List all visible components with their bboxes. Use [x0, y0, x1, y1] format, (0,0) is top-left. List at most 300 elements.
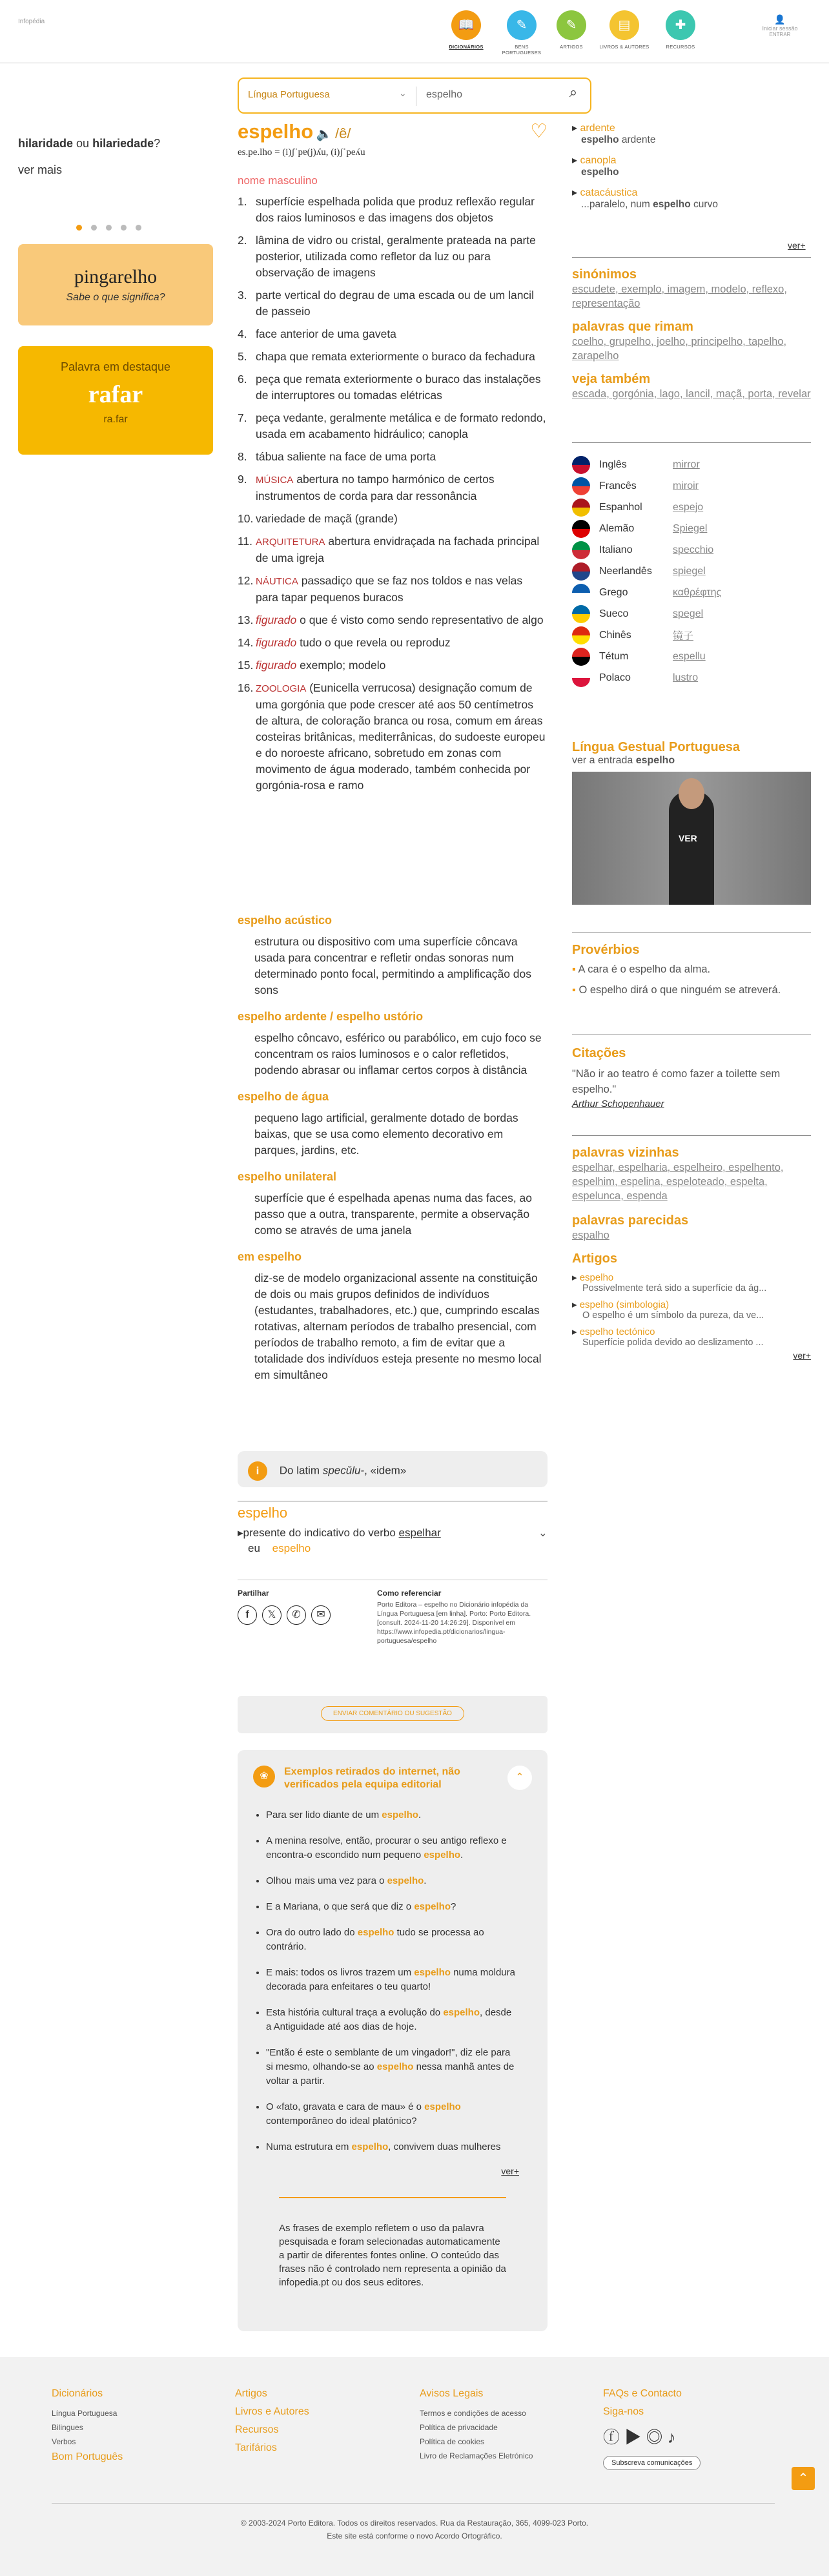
articles-heading: Artigos [572, 1252, 617, 1266]
cite-heading: Como referenciar [377, 1589, 442, 1598]
sense-number: 4. [238, 327, 247, 340]
example-text: . [424, 1875, 427, 1886]
entry-ipa: /ê/ [334, 125, 351, 141]
flag-icon [572, 477, 590, 495]
footer-link[interactable]: Política de privacidade [420, 2423, 498, 2432]
translation-link[interactable]: spegel [673, 608, 704, 619]
arrow-icon: ▸ [572, 1272, 580, 1283]
example-keyword: espelho [443, 2007, 480, 2018]
search-bar [238, 77, 591, 114]
example-keyword: espelho [382, 1809, 418, 1820]
see-also-text[interactable]: escada, gorgónia, lago, lancil, maçã, porta, revelar [572, 388, 811, 400]
conj-line: presente do indicativo do verbo [243, 1527, 396, 1539]
article-title[interactable]: espelho [579, 1272, 614, 1283]
locution-heading: espelho de água [238, 1090, 329, 1103]
sense-item [238, 349, 548, 365]
carousel-dot[interactable] [121, 225, 127, 231]
example-sentence [266, 1874, 519, 1888]
youtube-icon[interactable]: ▶ [624, 2427, 642, 2447]
sense-item [238, 326, 548, 342]
senses-list [238, 194, 548, 800]
sense-number: 6. [238, 373, 247, 386]
sense-domain-tag[interactable]: figurado [256, 636, 297, 649]
locution-heading: espelho ardente / espelho ustório [238, 1010, 424, 1023]
sense-item [238, 657, 548, 674]
syllabification: es.pe.lho [238, 147, 272, 158]
related-entry[interactable] [572, 154, 811, 178]
flag-icon [572, 584, 590, 602]
translation-link[interactable]: καθρέφτης [673, 586, 722, 598]
locution-text: estrutura ou dispositivo com uma superfície côncava usada para concentrar e refletir ondas sonoras num determinado ponto focal, permitindo a amplificação dos sons [254, 935, 531, 996]
sense-number: 5. [238, 350, 247, 363]
conj-pronoun: eu [248, 1542, 260, 1554]
translation-row [572, 582, 811, 603]
translation-link[interactable]: miroir [673, 480, 699, 491]
user-icon: 👤 [774, 14, 786, 25]
video-play-button[interactable]: VER [679, 833, 697, 843]
sense-number: 13. [238, 613, 254, 626]
sense-item [238, 410, 548, 442]
sense-text: variedade de maçã (grande) [256, 512, 398, 525]
divider [279, 2197, 506, 2198]
examples-title: Exemplos retirados do internet, não verificados pela equipa editorial [284, 1766, 460, 1790]
rhymes-text[interactable]: coelho, grupelho, joelho, principelho, tapelho, zarapelho [572, 336, 787, 362]
translation-link[interactable]: lustro [673, 672, 699, 683]
flag-icon [572, 562, 590, 581]
featured-label: Palavra em destaque [60, 360, 171, 373]
locution-text: espelho côncavo, esférico ou parabólico, em cujo foco se concentram os raios luminosos e o calor refletidos, podendo abrasar ou inflamar certos corpos à distância [254, 1031, 542, 1077]
related-see-more[interactable]: ver+ [788, 240, 806, 251]
divider [572, 257, 811, 258]
example-text: . [418, 1809, 422, 1820]
sense-text: tábua saliente na face de uma porta [256, 450, 436, 463]
word-card[interactable] [18, 244, 213, 325]
search-input[interactable]: espelho [426, 89, 463, 100]
sense-text: lâmina de vidro ou cristal, geralmente prateada na parte posterior, utilizada como refletor da luz ou para observação de imagens [256, 234, 536, 279]
etymology-box [238, 1451, 548, 1487]
footer-dictionaries[interactable]: Dicionários [52, 2388, 103, 2399]
facebook-icon[interactable]: f [238, 1605, 257, 1625]
related-entry[interactable] [572, 186, 811, 211]
example-text: E mais: todos os livros trazem um [266, 1967, 414, 1978]
related-entries [572, 121, 811, 218]
example-sentence [266, 1834, 519, 1862]
snippet-text: curvo [690, 199, 718, 210]
x-icon[interactable]: 𝕏 [262, 1605, 281, 1625]
similar-text[interactable]: espalho [572, 1230, 609, 1241]
sense-text: peça que remata exteriormente o buraco das instalações de interruptores ou tomadas elétricas [256, 373, 541, 402]
site-footer [0, 2357, 829, 2576]
examples-see-more[interactable]: ver+ [501, 2166, 519, 2176]
example-sentence [266, 1808, 519, 1822]
example-keyword: espelho [424, 2101, 461, 2112]
article-item[interactable] [572, 1326, 811, 1348]
divider [572, 1135, 811, 1136]
sense-text: chapa que remata exteriormente o buraco da fechadura [256, 350, 535, 363]
snippet-text: ...paralelo, num [581, 199, 653, 210]
sense-number: 9. [238, 473, 247, 486]
sense-item [238, 680, 548, 794]
sense-number: 1. [238, 195, 247, 208]
example-text: Olhou mais uma vez para o [266, 1875, 387, 1886]
sense-domain-tag[interactable]: ARQUITETURA [256, 537, 325, 548]
nav-item[interactable] [440, 10, 492, 50]
example-keyword: espelho [376, 2061, 414, 2072]
featured-pron: ra.far [103, 414, 128, 425]
translation-row [572, 646, 811, 667]
sense-number: 3. [238, 289, 247, 302]
flag-icon [572, 626, 590, 644]
sense-text: superfície espelhada polida que produz reflexão regular dos raios luminosos e das imagens dos objetos [256, 195, 535, 224]
whatsapp-icon[interactable]: ✆ [287, 1605, 306, 1625]
article-item[interactable] [572, 1272, 811, 1293]
sense-text: abertura envidraçada na fachada principal de uma igreja [256, 535, 540, 564]
sense-text: passadiço que se faz nos toldos e nas velas para tapar pequenos buracos [256, 574, 523, 604]
footer-link[interactable]: Bilingues [52, 2423, 83, 2432]
example-keyword: espelho [414, 1967, 451, 1978]
nav-item[interactable] [599, 10, 650, 50]
see-also-heading: veja também [572, 372, 651, 386]
favorite-heart-icon[interactable]: ♡ [530, 121, 548, 142]
flag-icon [572, 648, 590, 666]
suggestion-button[interactable]: ENVIAR COMENTÁRIO OU SUGESTÃO [321, 1706, 464, 1721]
divider [572, 442, 811, 443]
tiktok-icon[interactable]: ♪ [667, 2427, 676, 2447]
featured-word-card[interactable] [18, 346, 213, 455]
translation-row [572, 518, 811, 539]
locutions [238, 912, 548, 1394]
facebook-icon[interactable]: ⓕ [603, 2427, 620, 2447]
related-entry-snippet [572, 167, 811, 178]
example-text: , convivem duas mulheres [388, 2141, 501, 2152]
carousel-dot[interactable] [136, 225, 141, 231]
example-sentence [266, 2140, 519, 2154]
lgp-video[interactable] [572, 772, 811, 905]
proverb-1: A cara é o espelho da alma. [578, 963, 711, 975]
phonetic: (i)ʃˈpɐ(j)ʎu, (i)ʃˈpeʎu [282, 147, 365, 158]
pencil-icon: ✎ [507, 10, 537, 40]
quotes-heading: Citações [572, 1046, 626, 1060]
back-to-top-button[interactable]: ⌃ [792, 2467, 815, 2490]
chevron-down-icon[interactable]: ⌄ [399, 88, 407, 98]
translation-row [572, 667, 811, 688]
nav-label: BENS PORTUGUESES [502, 44, 542, 56]
proverbs-heading: Provérbios [572, 943, 640, 957]
login-label: Iniciar sessão [762, 25, 798, 32]
neighbors-list[interactable] [572, 1160, 811, 1203]
sense-number: 12. [238, 574, 254, 587]
translation-row [572, 539, 811, 561]
sense-item [238, 533, 548, 566]
translation-row [572, 454, 811, 475]
quiz-option-b[interactable]: hilariedade [92, 137, 154, 150]
sense-item [238, 573, 548, 606]
collapse-icon[interactable]: ⌃ [507, 1766, 532, 1790]
footer-faq[interactable]: FAQs e Contacto [603, 2388, 682, 2399]
footer-link[interactable]: Política de cookies [420, 2437, 485, 2446]
example-text: , desde a Antiguidade até aos dias de hoje. [266, 2007, 512, 2032]
footer-link[interactable]: Livro de Reclamações Eletrónico [420, 2451, 533, 2460]
snippet-keyword: espelho [581, 167, 619, 178]
example-sentence [266, 2100, 519, 2128]
article-title[interactable]: espelho (simbologia) [579, 1299, 670, 1310]
sense-text: peça vedante, geralmente metálica e de formato redondo, usada em acabamento hidráulico; canopla [256, 411, 546, 440]
audio-icon[interactable]: 🔈 [316, 127, 333, 141]
rhymes-heading: palavras que rimam [572, 320, 693, 334]
examples-list [253, 1808, 532, 2154]
example-text: tudo se processa ao contrário. [266, 1927, 484, 1952]
sense-text: face anterior de uma gaveta [256, 327, 396, 340]
example-text: O «fato, gravata e cara de mau» é o [266, 2101, 425, 2112]
sense-domain-tag[interactable]: figurado [256, 659, 297, 672]
footer-articles[interactable]: Artigos [235, 2388, 267, 2399]
sense-domain-tag[interactable]: ZOOLOGIA [256, 683, 307, 694]
related-entry-snippet [572, 199, 811, 211]
infopedia-logo[interactable]: Infopédia [18, 18, 45, 25]
example-sentence [266, 1966, 519, 1994]
translation-link[interactable]: espejo [673, 501, 704, 513]
search-icon[interactable]: ⌕ [569, 84, 578, 100]
sense-item [238, 194, 548, 226]
login-sub: ENTRAR [769, 32, 791, 37]
suggestion-box [238, 1696, 548, 1733]
footer-legal[interactable]: Avisos Legais [420, 2388, 484, 2399]
language-name: Neerlandês [599, 565, 652, 577]
nav-item[interactable] [655, 10, 706, 50]
sense-item [238, 287, 548, 320]
translation-link[interactable]: spiegel [673, 565, 706, 577]
footer-divider [52, 2503, 775, 2504]
language-name: Chinês [599, 629, 631, 641]
example-sentence [266, 1926, 519, 1954]
language-name: Inglês [599, 459, 627, 470]
sense-domain-tag[interactable]: figurado [256, 613, 297, 626]
translations [572, 454, 811, 688]
conj-verb-link[interactable]: espelhar [398, 1527, 441, 1539]
example-sentence [266, 1900, 519, 1914]
article-item[interactable] [572, 1299, 811, 1321]
citation-text: Porto Editora – espelho no Dicionário infopédia da Língua Portuguesa [em linha]. Porto: Porto Editora. [consult. 2024-11-20 14:26:29]. Disponível em https://www.infopedia.pt/dicionarios/lingua-portuguesa/espelho [377, 1601, 531, 1645]
language-name: Italiano [599, 544, 633, 555]
sense-number: 15. [238, 659, 254, 672]
example-text: contemporâneo do ideal platónico? [266, 2116, 417, 2127]
sense-text: tudo o que revela ou reproduz [300, 636, 451, 649]
article-snippet: Possivelmente terá sido a superfície da ág... [582, 1283, 767, 1293]
article-snippet: Superfície polida devido ao deslizamento ... [582, 1337, 764, 1348]
example-text: numa moldura decorada para enfeitares o teu quarto! [266, 1967, 515, 1992]
arrow-icon: ▸ [572, 155, 580, 166]
translation-link[interactable]: espellu [673, 650, 706, 662]
footer-link[interactable]: Língua Portuguesa [52, 2409, 118, 2418]
example-keyword: espelho [414, 1901, 451, 1912]
sense-number: 7. [238, 411, 247, 424]
related-entry-title[interactable]: ardente [580, 123, 615, 134]
sense-text: (Eunicella verrucosa) designação comum de uma gorgónia que pode crescer até aos 50 centímetros de altura, de coloração branca ou rosa, comum em áreas costeiras britânicas, mediterrânicas, do sudoeste europeu e do noroeste africano, sobretudo em zonas com movimento de água moderado, também conhecida por gorgónia-rosa e ramo [256, 681, 546, 792]
arrow-icon: ▸ [572, 187, 580, 198]
nav-label: ARTIGOS [560, 44, 583, 50]
lgp-word: espelho [635, 755, 675, 766]
synonyms-text[interactable]: escudete, exemplo, imagem, modelo, reflexo, representação [572, 283, 787, 309]
language-name: Espanhol [599, 501, 642, 513]
conj-word: espelho [238, 1505, 288, 1521]
sense-text: exemplo; modelo [300, 659, 386, 672]
dictionary-icon: 📖 [451, 10, 481, 40]
example-text: E a Mariana, o que será que diz o [266, 1901, 414, 1912]
articles-list [572, 1272, 811, 1348]
entry-word: espelho [238, 120, 314, 143]
sense-text: abertura no tampo harmónico de certos instrumentos de corda para dar ressonância [256, 473, 495, 502]
see-more-link[interactable]: ver mais [18, 163, 63, 176]
newsletter-button[interactable]: Subscreva comunicações [603, 2456, 701, 2470]
sense-number: 2. [238, 234, 247, 247]
copyright: © 2003-2024 Porto Editora. Todos os direitos reservados. Rua da Restauração, 365, 4099-023 Porto. [240, 2519, 589, 2528]
etym-word: specŭlu- [322, 1464, 365, 1477]
locution-heading: espelho unilateral [238, 1170, 337, 1183]
footer-pricing[interactable]: Tarifários [235, 2442, 277, 2453]
word-card-subtitle: Sabe o que significa? [66, 292, 165, 303]
arrow-icon: ▸ [572, 1326, 580, 1337]
language-name: Francês [599, 480, 637, 491]
example-text: Ora do outro lado do [266, 1927, 358, 1938]
rhymes-list[interactable] [572, 335, 811, 363]
flag-icon [572, 456, 590, 474]
articles-see-more[interactable]: ver+ [793, 1350, 811, 1361]
sense-item [238, 511, 548, 527]
translation-row [572, 603, 811, 624]
example-keyword: espelho [387, 1875, 424, 1886]
sense-number: 8. [238, 450, 247, 463]
examples-panel [238, 1750, 548, 2331]
quote-author[interactable]: Arthur Schopenhauer [572, 1098, 664, 1109]
snippet-keyword: espelho [653, 199, 691, 210]
sense-item [238, 612, 548, 628]
quote-text: "Não ir ao teatro é como fazer a toilette sem espelho." [572, 1068, 781, 1095]
similar-list[interactable] [572, 1228, 811, 1242]
site-header [0, 0, 829, 63]
bullet-icon: ▪ [572, 984, 579, 996]
example-text: Numa estrutura em [266, 2141, 352, 2152]
translation-row [572, 497, 811, 518]
quiz-or: ou [76, 137, 90, 150]
synonyms-list[interactable] [572, 282, 811, 311]
carousel-dot[interactable] [91, 225, 97, 231]
translation-row [572, 561, 811, 582]
example-text: Para ser lido diante de um [266, 1809, 382, 1820]
sense-number: 10. [238, 512, 254, 525]
carousel-dot[interactable] [76, 225, 82, 231]
footer-link[interactable]: Verbos [52, 2437, 76, 2446]
sense-item [238, 635, 548, 651]
translation-link[interactable]: mirror [673, 459, 700, 470]
sense-domain-tag[interactable]: MÚSICA [256, 475, 294, 486]
chevron-down-icon[interactable]: ⌄ [538, 1527, 548, 1539]
proverb-2: O espelho dirá o que ninguém se atreverá. [578, 984, 781, 996]
quiz-option-a[interactable]: hilaridade [18, 137, 74, 150]
orthography-note: Este site está conforme o novo Acordo Ortográfico. [327, 2531, 502, 2540]
example-keyword: espelho [351, 2141, 389, 2152]
footer-bom-portugues[interactable]: Bom Português [52, 2451, 123, 2462]
neighbors-text[interactable]: espelhar, espelharia, espelheiro, espelhento, espelhim, espelina, espeloteado, espelta, espelunca, espenda [572, 1162, 784, 1202]
carousel-dot[interactable] [106, 225, 112, 231]
info-icon: i [248, 1461, 267, 1481]
example-text: nessa manhã antes de voltar a partir. [266, 2061, 515, 2087]
sense-item [238, 471, 548, 504]
book-icon: ▤ [609, 10, 639, 40]
resources-icon: ✚ [666, 10, 695, 40]
conj-arrow-icon: ▸ [238, 1527, 243, 1539]
sense-text: parte vertical do degrau de uma escada ou de um lancil de passeio [256, 289, 534, 318]
sense-domain-tag[interactable]: NÁUTICA [256, 576, 298, 587]
synonyms-heading: sinónimos [572, 267, 637, 282]
spelling-quiz [18, 137, 213, 177]
language-select[interactable]: Língua Portuguesa [248, 89, 330, 100]
translation-link[interactable]: Spiegel [673, 522, 708, 534]
see-also-list[interactable] [572, 387, 811, 401]
translation-link[interactable]: specchio [673, 544, 714, 555]
nav-label: LIVROS & AUTORES [599, 44, 650, 50]
instagram-icon[interactable]: ◎ [646, 2427, 663, 2447]
nav-item[interactable] [496, 10, 548, 56]
footer-books[interactable]: Livros e Autores [235, 2406, 309, 2417]
locution-text: diz-se de modelo organizacional assente na constituição de dois ou mais grupos definidos de indivíduos (estudantes, trabalhadores, etc.) que, cumprindo escalas rotativas, alternam períodos de trabalho presencial, com períodos de trabalho remoto, a fim de evitar que a totalidade dos indivíduos esteja presente no mesmo local em simultâneo [254, 1272, 542, 1381]
carousel-dots [76, 222, 141, 234]
locution-heading: espelho acústico [238, 914, 333, 927]
translation-row [572, 624, 811, 646]
email-icon[interactable]: ✉ [311, 1605, 331, 1625]
language-name: Polaco [599, 672, 631, 683]
language-name: Alemão [599, 522, 635, 534]
example-keyword: espelho [357, 1927, 394, 1938]
arrow-icon: ▸ [572, 1299, 580, 1310]
snippet-keyword: espelho [581, 134, 619, 145]
bullet-icon: ▪ [572, 963, 578, 975]
example-sentence [266, 2006, 519, 2034]
quiz-mark: ? [154, 137, 161, 150]
flag-icon [572, 520, 590, 538]
language-name: Sueco [599, 608, 629, 619]
related-entry[interactable] [572, 121, 811, 146]
word-card-title: pingarelho [74, 266, 158, 287]
example-text: "Então é este o semblante de um vingador!", diz ele para si mesmo, olhando-se ao [266, 2047, 511, 2072]
neighbors-heading: palavras vizinhas [572, 1146, 679, 1160]
featured-word: rafar [88, 381, 143, 408]
sense-text: o que é visto como sendo representativo de algo [300, 613, 544, 626]
article-snippet: O espelho é um símbolo da pureza, da ve... [582, 1310, 764, 1321]
example-text: . [460, 1850, 464, 1860]
nav-item[interactable] [546, 10, 597, 50]
translation-link[interactable]: 镜子 [673, 631, 694, 642]
sense-number: 16. [238, 681, 254, 694]
example-text: ? [451, 1901, 456, 1912]
part-of-speech: nome masculino [238, 174, 318, 187]
login-button[interactable] [748, 14, 812, 37]
footer-link[interactable]: Termos e condições de acesso [420, 2409, 526, 2418]
sense-item [238, 232, 548, 281]
share-label: Partilhar [238, 1589, 269, 1598]
flag-icon [572, 605, 590, 623]
article-title[interactable]: espelho tectónico [579, 1326, 655, 1337]
etym-gloss: , «idem» [364, 1464, 407, 1477]
related-entry-title[interactable]: canopla [580, 155, 617, 166]
language-name: Tétum [599, 650, 629, 662]
footer-resources[interactable]: Recursos [235, 2424, 279, 2435]
sense-number: 11. [238, 535, 253, 548]
conj-form: espelho [272, 1542, 311, 1554]
example-text: A menina resolve, então, procurar o seu antigo reflexo e encontra-o escondido num pequeno [266, 1835, 507, 1860]
related-entry-title[interactable]: catacáustica [580, 187, 638, 198]
language-name: Grego [599, 586, 628, 598]
similar-heading: palavras parecidas [572, 1213, 689, 1228]
